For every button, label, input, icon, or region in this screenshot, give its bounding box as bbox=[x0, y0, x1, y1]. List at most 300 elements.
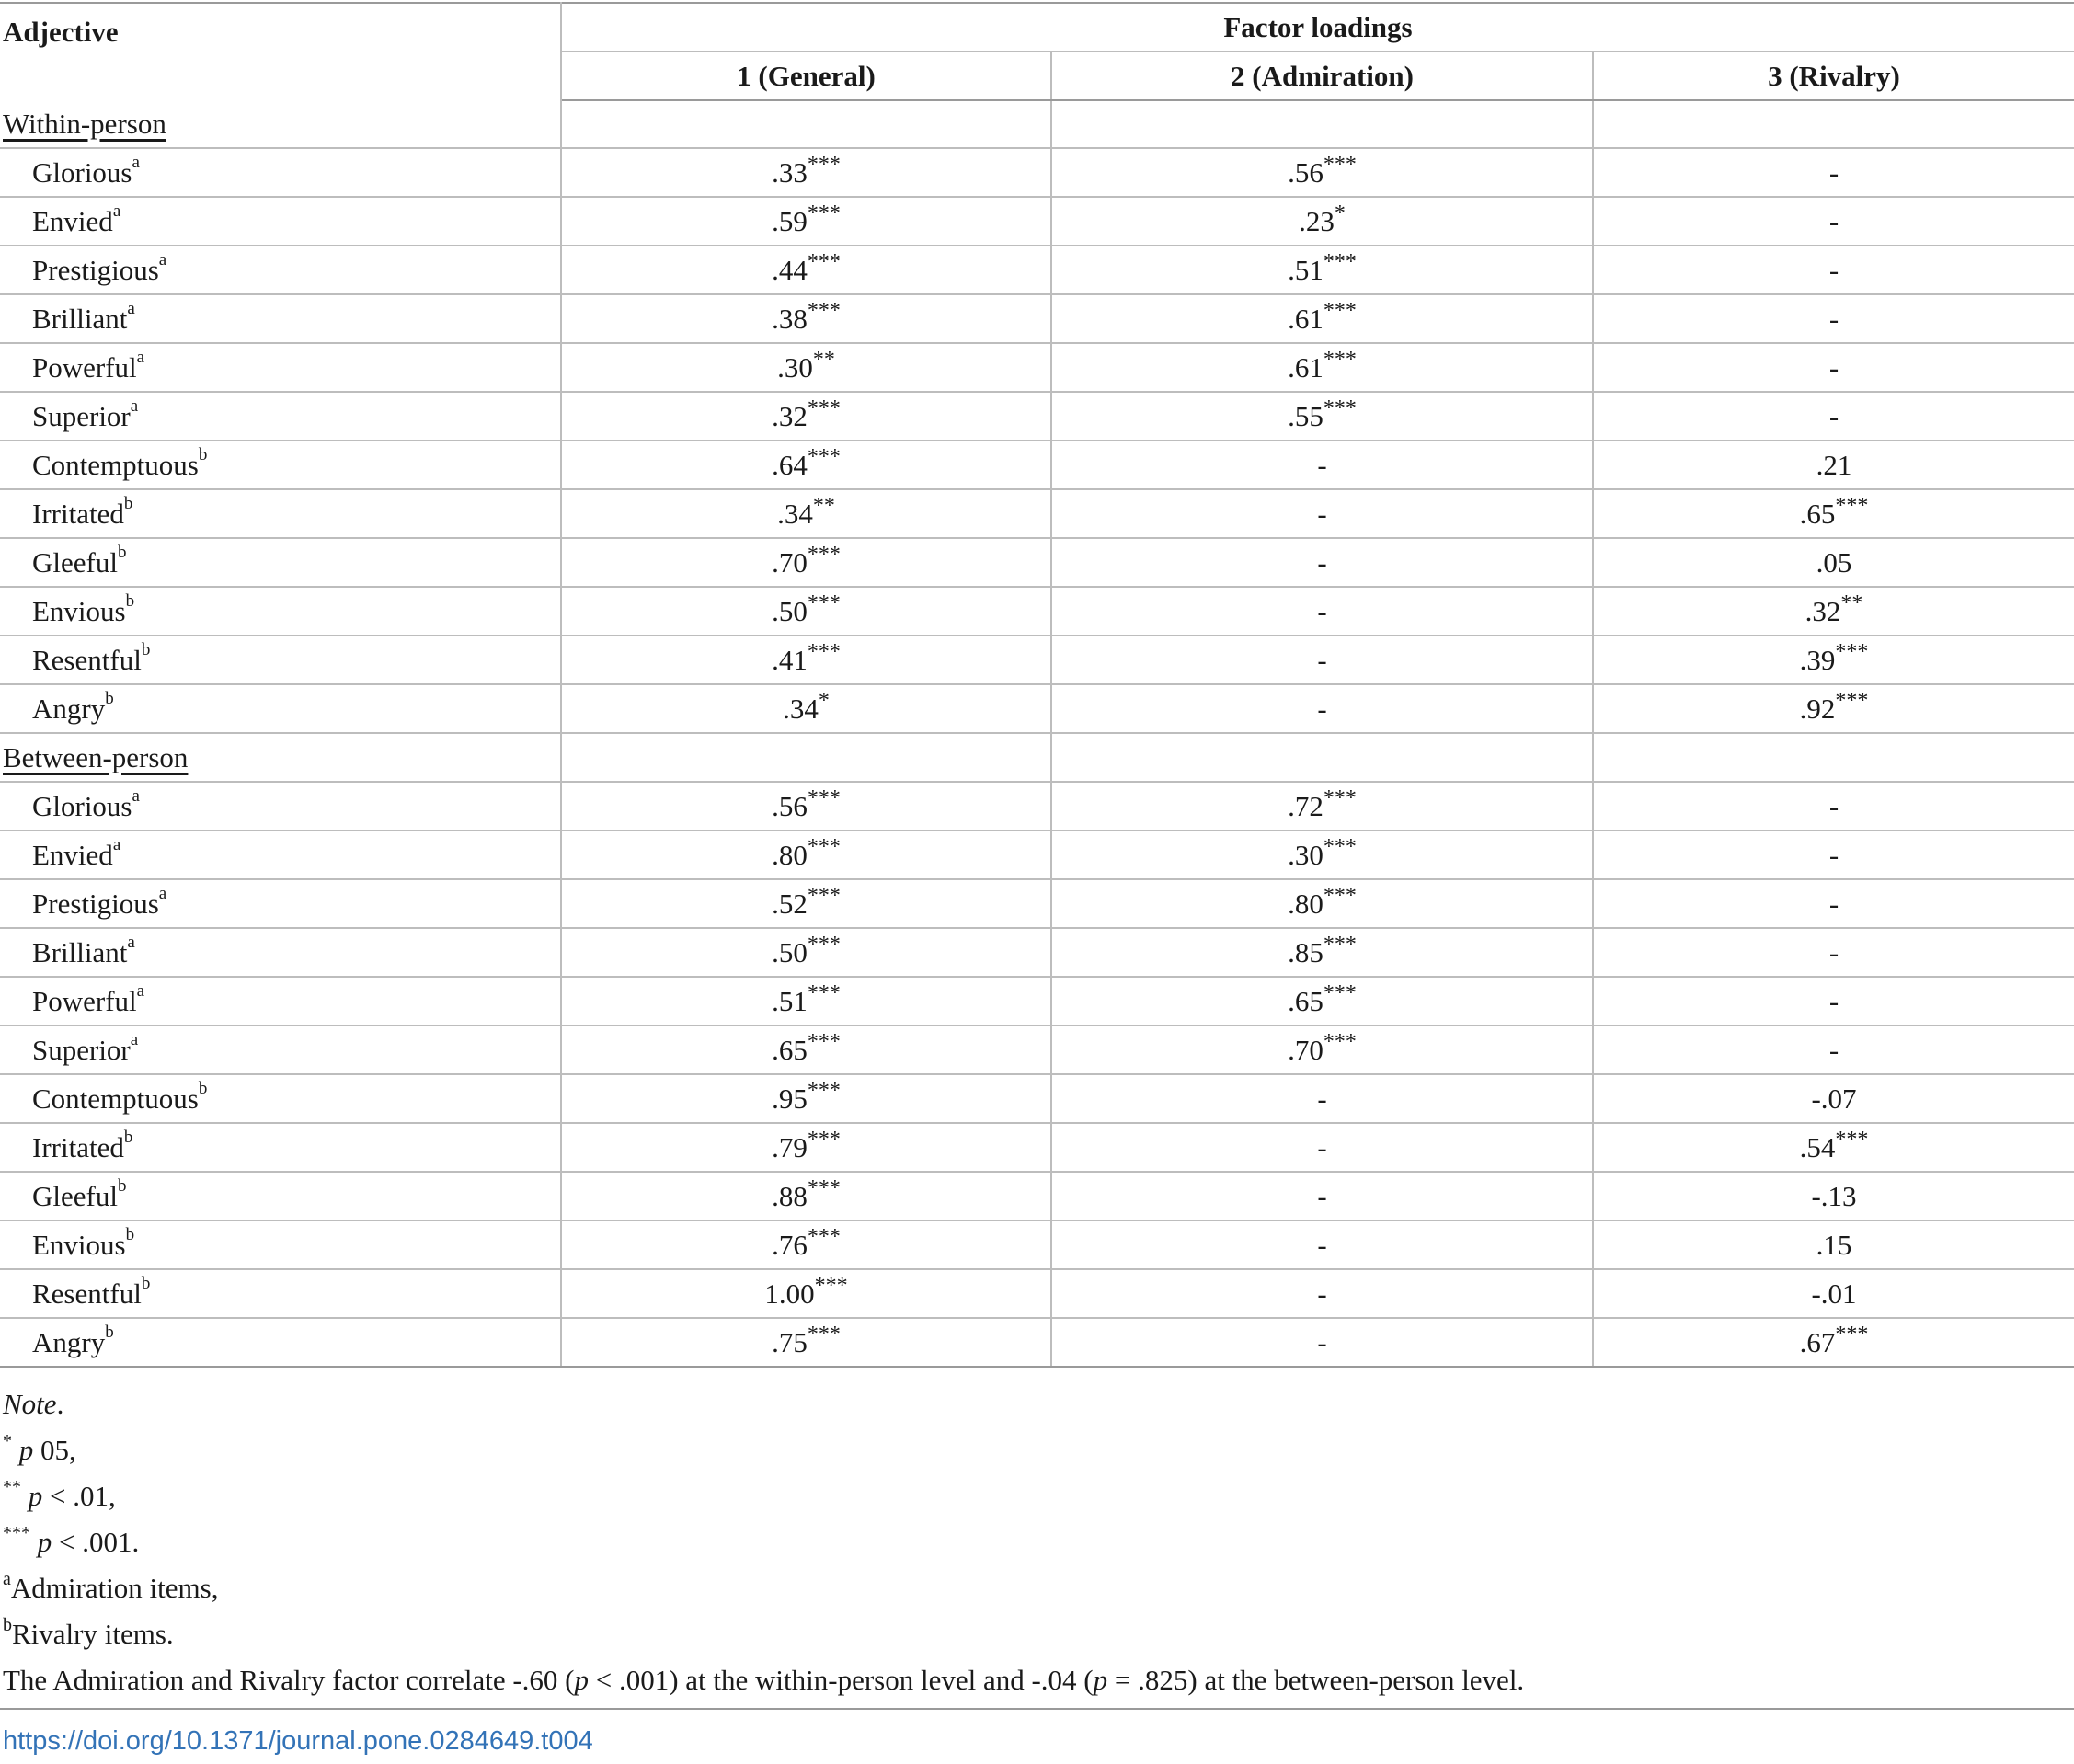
table-row bbox=[0, 246, 2074, 294]
loading-value: .30 bbox=[1288, 839, 1323, 871]
adjective-name: Glorious bbox=[32, 790, 132, 822]
loading-value-wrapper bbox=[1800, 636, 1869, 683]
adjective-cell bbox=[0, 1318, 561, 1367]
loading-cell-factor-2 bbox=[1051, 1123, 1593, 1172]
item-type-superscript: b bbox=[141, 640, 151, 659]
loading-value-wrapper bbox=[1816, 1221, 1852, 1268]
section-label-cell bbox=[0, 733, 561, 782]
loading-value-wrapper bbox=[1829, 929, 1839, 976]
loading-cell-factor-3 bbox=[1593, 1025, 2074, 1074]
item-type-superscript: a bbox=[112, 835, 121, 854]
adjective-cell bbox=[0, 636, 561, 684]
adjective-cell bbox=[0, 1269, 561, 1318]
adjective-cell bbox=[0, 1220, 561, 1269]
loading-cell-factor-1 bbox=[561, 538, 1051, 587]
note-admiration-items bbox=[3, 1565, 1524, 1611]
table-notes bbox=[3, 1381, 1524, 1703]
loading-value-wrapper bbox=[772, 539, 841, 586]
loading-cell-factor-1 bbox=[561, 879, 1051, 928]
loading-value: .55 bbox=[1288, 400, 1323, 432]
loading-value: .56 bbox=[1288, 156, 1323, 189]
admiration-items-text: Admiration items, bbox=[10, 1572, 219, 1604]
loading-value-wrapper bbox=[1317, 685, 1326, 732]
loading-value-wrapper bbox=[772, 978, 841, 1025]
loading-cell-factor-3 bbox=[1593, 1172, 2074, 1220]
significance-stars: * bbox=[818, 689, 830, 713]
loading-value-wrapper bbox=[1288, 149, 1357, 196]
significance-stars: *** bbox=[807, 1128, 841, 1151]
loading-cell-factor-3 bbox=[1593, 636, 2074, 684]
loading-cell-factor-1 bbox=[561, 1269, 1051, 1318]
loading-value: .72 bbox=[1288, 790, 1323, 822]
superscript-b: b bbox=[3, 1615, 12, 1635]
correlation-text-2: < .001) at the within-person level and -.04 ( bbox=[588, 1664, 1094, 1696]
loading-value: .50 bbox=[772, 936, 808, 968]
loading-value: .50 bbox=[772, 595, 808, 627]
empty-cell bbox=[1051, 733, 1593, 782]
loading-cell-factor-1 bbox=[561, 148, 1051, 197]
loading-value: .23 bbox=[1299, 205, 1335, 237]
significance-stars: *** bbox=[1323, 250, 1357, 274]
significance-stars: *** bbox=[814, 1274, 848, 1298]
loading-cell-factor-2 bbox=[1051, 636, 1593, 684]
table-row bbox=[0, 1318, 2074, 1367]
loading-value: .51 bbox=[772, 985, 808, 1017]
table-row bbox=[0, 1025, 2074, 1074]
loading-value: -.07 bbox=[1811, 1082, 1857, 1115]
loading-cell-factor-3 bbox=[1593, 392, 2074, 441]
adjective-name: Contemptuous bbox=[32, 1082, 199, 1115]
loading-value-wrapper bbox=[1288, 393, 1357, 440]
significance-stars: *** bbox=[807, 1323, 841, 1346]
loading-value: - bbox=[1828, 839, 1839, 871]
loading-value: - bbox=[1317, 595, 1327, 627]
section-label: Between-person bbox=[3, 741, 189, 773]
loading-value-wrapper bbox=[1288, 831, 1357, 878]
table-row bbox=[0, 392, 2074, 441]
significance-stars: *** bbox=[1323, 933, 1357, 956]
significance-stars: *** bbox=[1323, 1030, 1357, 1054]
significance-stars: *** bbox=[807, 153, 841, 177]
loading-value-wrapper bbox=[1811, 1075, 1856, 1122]
loading-cell-factor-2 bbox=[1051, 392, 1593, 441]
loading-value: .75 bbox=[772, 1326, 808, 1358]
loading-value: .51 bbox=[1288, 254, 1323, 286]
loading-value: .65 bbox=[1288, 985, 1323, 1017]
sig-text-2: < .01, bbox=[42, 1480, 116, 1512]
adjective-cell bbox=[0, 928, 561, 977]
adjective-name: Irritated bbox=[32, 1131, 124, 1163]
loading-cell-factor-2 bbox=[1051, 587, 1593, 636]
loading-cell-factor-1 bbox=[561, 636, 1051, 684]
loading-value: .65 bbox=[772, 1034, 808, 1066]
loading-value: - bbox=[1828, 254, 1839, 286]
loading-value-wrapper bbox=[1288, 783, 1357, 830]
adjective-name: Envied bbox=[32, 839, 113, 871]
loading-value: .85 bbox=[1288, 936, 1323, 968]
loading-value-wrapper bbox=[764, 1270, 847, 1317]
item-type-superscript: a bbox=[130, 396, 139, 416]
empty-cell bbox=[1593, 100, 2074, 148]
p-symbol: p bbox=[574, 1664, 589, 1696]
loading-value-wrapper bbox=[1317, 1221, 1326, 1268]
loading-value-wrapper bbox=[772, 1173, 841, 1220]
sig-stars-3: *** bbox=[3, 1523, 30, 1543]
significance-stars: *** bbox=[1323, 396, 1357, 420]
loading-value-wrapper bbox=[1800, 490, 1869, 537]
adjective-cell bbox=[0, 1025, 561, 1074]
adjective-cell bbox=[0, 392, 561, 441]
loading-value-wrapper bbox=[1800, 1124, 1869, 1171]
loading-value-wrapper bbox=[772, 588, 841, 635]
loading-value-wrapper bbox=[1811, 1270, 1856, 1317]
loading-cell-factor-2 bbox=[1051, 538, 1593, 587]
note-rivalry-items bbox=[3, 1611, 1524, 1657]
header-row-top bbox=[0, 3, 2074, 52]
item-type-superscript: b bbox=[198, 1079, 208, 1098]
note-heading bbox=[3, 1381, 1524, 1427]
loading-cell-factor-3 bbox=[1593, 1220, 2074, 1269]
loading-cell-factor-2 bbox=[1051, 1220, 1593, 1269]
adjective-name: Envious bbox=[32, 1229, 126, 1261]
doi-link[interactable]: https://doi.org/10.1371/journal.pone.0284649.t004 bbox=[3, 1726, 593, 1756]
adjective-name: Superior bbox=[32, 400, 131, 432]
loading-value: .34 bbox=[777, 498, 813, 530]
footer-divider bbox=[0, 1708, 2074, 1710]
loading-value: - bbox=[1317, 449, 1327, 481]
adjective-name: Angry bbox=[32, 693, 106, 725]
loading-value-wrapper bbox=[1288, 880, 1357, 927]
loading-cell-factor-2 bbox=[1051, 294, 1593, 343]
loading-value: -.01 bbox=[1811, 1277, 1857, 1310]
table-row bbox=[0, 1269, 2074, 1318]
empty-cell bbox=[1051, 100, 1593, 148]
loading-value-wrapper bbox=[772, 783, 841, 830]
significance-stars: *** bbox=[1323, 884, 1357, 908]
significance-stars: *** bbox=[807, 445, 841, 469]
loading-value: - bbox=[1317, 1277, 1327, 1310]
adjective-cell bbox=[0, 1074, 561, 1123]
loading-value: - bbox=[1828, 1034, 1839, 1066]
loading-value: .92 bbox=[1799, 693, 1836, 725]
loading-value-wrapper bbox=[1317, 588, 1326, 635]
significance-stars: *** bbox=[807, 396, 841, 420]
item-type-superscript: b bbox=[117, 543, 127, 562]
loading-cell-factor-3 bbox=[1593, 197, 2074, 246]
table-row bbox=[0, 489, 2074, 538]
loading-cell-factor-3 bbox=[1593, 538, 2074, 587]
adjective-name: Gleeful bbox=[32, 546, 118, 578]
loading-value: .76 bbox=[772, 1229, 808, 1261]
loading-value: .67 bbox=[1799, 1326, 1836, 1358]
table-row bbox=[0, 1172, 2074, 1220]
table-row bbox=[0, 294, 2074, 343]
table-row bbox=[0, 879, 2074, 928]
loading-value-wrapper bbox=[1288, 1026, 1357, 1073]
adjective-name: Angry bbox=[32, 1326, 106, 1358]
loading-value-wrapper bbox=[772, 929, 841, 976]
loading-value: .95 bbox=[772, 1082, 808, 1115]
loading-cell-factor-3 bbox=[1593, 1318, 2074, 1367]
loading-value: 1.00 bbox=[764, 1277, 815, 1310]
loading-cell-factor-1 bbox=[561, 441, 1051, 489]
loading-cell-factor-2 bbox=[1051, 782, 1593, 830]
significance-stars: *** bbox=[1323, 153, 1357, 177]
item-type-superscript: a bbox=[132, 786, 140, 806]
item-type-superscript: b bbox=[123, 494, 133, 513]
column-header-general: 1 (General) bbox=[561, 52, 1051, 100]
table-row bbox=[0, 197, 2074, 246]
sig-stars-1: * bbox=[3, 1431, 12, 1451]
significance-stars: *** bbox=[807, 1225, 841, 1249]
loading-value: - bbox=[1828, 936, 1839, 968]
significance-stars: *** bbox=[807, 981, 841, 1005]
loading-value: - bbox=[1317, 498, 1327, 530]
adjective-name: Superior bbox=[32, 1034, 131, 1066]
loading-value-wrapper bbox=[1299, 198, 1346, 245]
loading-value: - bbox=[1317, 546, 1327, 578]
adjective-cell bbox=[0, 879, 561, 928]
loading-value: .34 bbox=[783, 693, 819, 725]
empty-cell bbox=[1593, 733, 2074, 782]
table-row bbox=[0, 684, 2074, 733]
item-type-superscript: b bbox=[105, 1323, 114, 1342]
table-row bbox=[0, 538, 2074, 587]
note-sig-p001 bbox=[3, 1519, 1524, 1565]
loading-value: .54 bbox=[1799, 1131, 1836, 1163]
loading-value: .70 bbox=[1288, 1034, 1323, 1066]
loading-value-wrapper bbox=[772, 1221, 841, 1268]
loading-cell-factor-3 bbox=[1593, 489, 2074, 538]
adjective-name: Powerful bbox=[32, 351, 137, 384]
significance-stars: ** bbox=[812, 348, 835, 372]
loading-cell-factor-2 bbox=[1051, 246, 1593, 294]
significance-stars: *** bbox=[807, 591, 841, 615]
significance-stars: *** bbox=[1323, 981, 1357, 1005]
loading-value-wrapper bbox=[772, 393, 841, 440]
loading-cell-factor-2 bbox=[1051, 197, 1593, 246]
loading-value-wrapper bbox=[1829, 783, 1839, 830]
loading-value: - bbox=[1317, 644, 1327, 676]
adjective-cell bbox=[0, 1172, 561, 1220]
loading-cell-factor-1 bbox=[561, 392, 1051, 441]
table-row bbox=[0, 782, 2074, 830]
loading-value: .38 bbox=[772, 303, 808, 335]
loading-cell-factor-1 bbox=[561, 1074, 1051, 1123]
loading-cell-factor-1 bbox=[561, 928, 1051, 977]
loading-value: .65 bbox=[1799, 498, 1836, 530]
loading-value: .32 bbox=[1805, 595, 1841, 627]
adjective-name: Brilliant bbox=[32, 303, 128, 335]
loading-cell-factor-3 bbox=[1593, 1074, 2074, 1123]
loading-cell-factor-2 bbox=[1051, 684, 1593, 733]
loading-cell-factor-2 bbox=[1051, 441, 1593, 489]
adjective-cell bbox=[0, 538, 561, 587]
adjective-cell bbox=[0, 782, 561, 830]
adjective-name: Envious bbox=[32, 595, 126, 627]
loading-value: .80 bbox=[772, 839, 808, 871]
item-type-superscript: b bbox=[105, 689, 114, 708]
table-row bbox=[0, 977, 2074, 1025]
adjective-cell bbox=[0, 587, 561, 636]
loading-value: .30 bbox=[777, 351, 813, 384]
significance-stars: *** bbox=[807, 835, 841, 859]
item-type-superscript: a bbox=[112, 201, 121, 221]
loading-value-wrapper bbox=[772, 636, 841, 683]
significance-stars: *** bbox=[807, 1176, 841, 1200]
loading-cell-factor-3 bbox=[1593, 830, 2074, 879]
loading-value-wrapper bbox=[1800, 685, 1869, 732]
item-type-superscript: a bbox=[127, 299, 135, 318]
loading-cell-factor-2 bbox=[1051, 489, 1593, 538]
loading-value: .39 bbox=[1799, 644, 1836, 676]
loading-cell-factor-1 bbox=[561, 1220, 1051, 1269]
loading-cell-factor-1 bbox=[561, 489, 1051, 538]
significance-stars: *** bbox=[1835, 1323, 1869, 1346]
loading-value-wrapper bbox=[1805, 588, 1863, 635]
loading-value: - bbox=[1317, 1229, 1327, 1261]
loading-cell-factor-3 bbox=[1593, 441, 2074, 489]
loading-value-wrapper bbox=[772, 880, 841, 927]
loading-value-wrapper bbox=[1816, 539, 1852, 586]
significance-stars: * bbox=[1334, 201, 1346, 225]
loading-value-wrapper bbox=[1288, 246, 1357, 293]
loading-value-wrapper bbox=[1317, 636, 1326, 683]
loading-value-wrapper bbox=[772, 1075, 841, 1122]
significance-stars: *** bbox=[807, 786, 841, 810]
loading-cell-factor-2 bbox=[1051, 1318, 1593, 1367]
loading-cell-factor-3 bbox=[1593, 246, 2074, 294]
adjective-name: Resentful bbox=[32, 644, 142, 676]
adjective-cell bbox=[0, 197, 561, 246]
factor-loadings-table-container bbox=[0, 2, 2074, 1368]
loading-value: - bbox=[1828, 303, 1839, 335]
significance-stars: *** bbox=[807, 250, 841, 274]
correlation-text-1: The Admiration and Rivalry factor correlate -.60 ( bbox=[3, 1664, 575, 1696]
loading-value-wrapper bbox=[777, 490, 835, 537]
loading-cell-factor-2 bbox=[1051, 1172, 1593, 1220]
section-row bbox=[0, 733, 2074, 782]
loading-cell-factor-3 bbox=[1593, 684, 2074, 733]
significance-stars: *** bbox=[1323, 348, 1357, 372]
loading-value: - bbox=[1828, 985, 1839, 1017]
loading-cell-factor-1 bbox=[561, 1172, 1051, 1220]
p-symbol: p bbox=[28, 1480, 43, 1512]
column-header-rivalry: 3 (Rivalry) bbox=[1593, 52, 2074, 100]
loading-value: .61 bbox=[1288, 303, 1323, 335]
adjective-name: Prestigious bbox=[32, 254, 159, 286]
loading-cell-factor-1 bbox=[561, 1123, 1051, 1172]
loading-value: - bbox=[1317, 1326, 1327, 1358]
table-body bbox=[0, 100, 2074, 1367]
item-type-superscript: a bbox=[132, 153, 140, 172]
adjective-name: Gleeful bbox=[32, 1180, 118, 1212]
note-factor-correlation bbox=[3, 1657, 1524, 1703]
loading-value-wrapper bbox=[1317, 441, 1326, 488]
note-sig-p05 bbox=[3, 1427, 1524, 1473]
loading-value-wrapper bbox=[1288, 978, 1357, 1025]
adjective-name: Envied bbox=[32, 205, 113, 237]
loading-value-wrapper bbox=[1288, 295, 1357, 342]
loading-value-wrapper bbox=[1800, 1319, 1869, 1366]
significance-stars: *** bbox=[807, 543, 841, 567]
loading-value: - bbox=[1317, 1131, 1327, 1163]
loading-value: - bbox=[1828, 351, 1839, 384]
correlation-text-3: = .825) at the between-person level. bbox=[1107, 1664, 1525, 1696]
significance-stars: *** bbox=[807, 299, 841, 323]
loading-value: -.13 bbox=[1811, 1180, 1857, 1212]
loading-cell-factor-3 bbox=[1593, 148, 2074, 197]
section-label-cell bbox=[0, 100, 561, 148]
item-type-superscript: a bbox=[158, 250, 167, 269]
loading-value-wrapper bbox=[772, 1319, 841, 1366]
table-row bbox=[0, 928, 2074, 977]
loading-cell-factor-1 bbox=[561, 294, 1051, 343]
loading-cell-factor-3 bbox=[1593, 879, 2074, 928]
adjective-cell bbox=[0, 148, 561, 197]
loading-cell-factor-3 bbox=[1593, 587, 2074, 636]
loading-value: .64 bbox=[772, 449, 808, 481]
adjective-name: Glorious bbox=[32, 156, 132, 189]
loading-value: - bbox=[1828, 205, 1839, 237]
loading-value-wrapper bbox=[772, 246, 841, 293]
loading-cell-factor-2 bbox=[1051, 879, 1593, 928]
empty-cell bbox=[561, 733, 1051, 782]
loading-value: - bbox=[1828, 400, 1839, 432]
loading-value: .33 bbox=[772, 156, 808, 189]
loading-cell-factor-2 bbox=[1051, 928, 1593, 977]
superscript-a: a bbox=[3, 1569, 11, 1589]
loading-value: .44 bbox=[772, 254, 808, 286]
adjective-name: Irritated bbox=[32, 498, 124, 530]
loading-cell-factor-1 bbox=[561, 343, 1051, 392]
loading-value-wrapper bbox=[772, 1124, 841, 1171]
significance-stars: *** bbox=[1835, 640, 1869, 664]
loading-cell-factor-3 bbox=[1593, 1123, 2074, 1172]
loading-cell-factor-1 bbox=[561, 587, 1051, 636]
loading-value-wrapper bbox=[1288, 929, 1357, 976]
loading-value-wrapper bbox=[1829, 246, 1839, 293]
loading-cell-factor-1 bbox=[561, 830, 1051, 879]
sig-stars-2: ** bbox=[3, 1477, 21, 1497]
empty-cell bbox=[561, 100, 1051, 148]
significance-stars: *** bbox=[1835, 1128, 1869, 1151]
p-symbol: p bbox=[37, 1526, 52, 1558]
adjective-cell bbox=[0, 246, 561, 294]
loading-value-wrapper bbox=[1829, 978, 1839, 1025]
significance-stars: *** bbox=[807, 1079, 841, 1103]
adjective-cell bbox=[0, 684, 561, 733]
loading-value: - bbox=[1828, 790, 1839, 822]
loading-cell-factor-2 bbox=[1051, 1025, 1593, 1074]
item-type-superscript: a bbox=[136, 981, 145, 1001]
loading-cell-factor-2 bbox=[1051, 1074, 1593, 1123]
item-type-superscript: a bbox=[130, 1030, 139, 1049]
loading-value-wrapper bbox=[1816, 441, 1852, 488]
table-row bbox=[0, 830, 2074, 879]
loading-cell-factor-1 bbox=[561, 684, 1051, 733]
loading-cell-factor-3 bbox=[1593, 782, 2074, 830]
loading-value-wrapper bbox=[1829, 831, 1839, 878]
adjective-cell bbox=[0, 294, 561, 343]
adjective-cell bbox=[0, 441, 561, 489]
loading-value-wrapper bbox=[1829, 198, 1839, 245]
adjective-column-header: Adjective bbox=[0, 3, 561, 100]
significance-stars: *** bbox=[1323, 835, 1357, 859]
loading-value-wrapper bbox=[772, 295, 841, 342]
item-type-superscript: a bbox=[136, 348, 145, 367]
table-row bbox=[0, 148, 2074, 197]
